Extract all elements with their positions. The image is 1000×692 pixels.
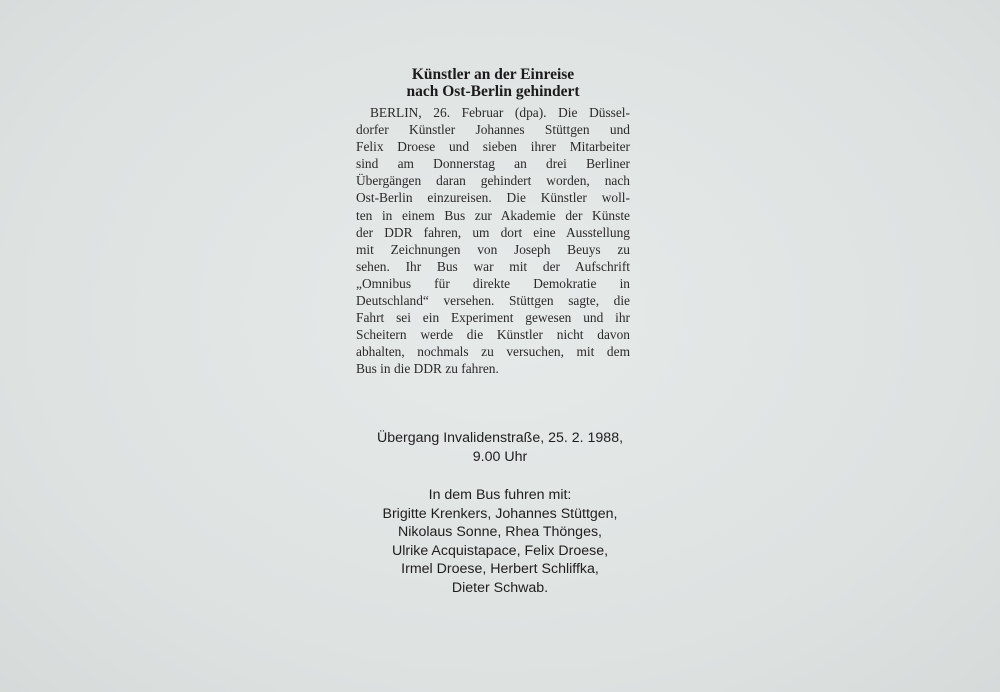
headline-line: Künstler an der Einreise [411, 66, 575, 83]
article-line: Deutschland“ versehen. Stüttgen sagte, die [356, 293, 630, 309]
article-line: Fahrt sei ein Experiment gewesen und ihr [356, 310, 630, 326]
caption-line: Brigitte Krenkers, Johannes Stüttgen, [382, 505, 618, 522]
article-line: der DDR fahren, um dort eine Ausstellung [356, 224, 630, 240]
caption-line: Dieter Schwab. [451, 579, 549, 596]
article-line: Übergängen daran gehindert worden, nach [356, 173, 630, 189]
caption-line: 9.00 Uhr [472, 448, 528, 465]
article-line: Scheitern werde die Künstler nicht davon [356, 327, 630, 343]
article-line: abhalten, nochmals zu versuchen, mit dem [356, 344, 630, 360]
article-line: sind am Donnerstag an drei Berliner [356, 156, 630, 172]
article-line: Felix Droese und sieben ihrer Mitarbeiter [356, 139, 630, 155]
caption-line: Übergang Invalidenstraße, 25. 2. 1988, [376, 430, 624, 446]
headline-line: nach Ost-Berlin gehindert [406, 83, 580, 100]
caption-line: Ulrike Acquistapace, Felix Droese, [391, 542, 609, 559]
article-line: dorfer Künstler Johannes Stüttgen und [356, 122, 630, 138]
caption-location [300, 429, 700, 466]
article-line: ten in einem Bus zur Akademie der Künste [356, 207, 630, 223]
article-line: mit Zeichnungen von Joseph Beuys zu [356, 241, 630, 257]
caption-line: Irmel Droese, Herbert Schliffka, [401, 561, 599, 578]
article-line: BERLIN, 26. Februar (dpa). Die Düssel- [370, 105, 630, 120]
caption-line: Nikolaus Sonne, Rhea Thönges, [397, 524, 602, 541]
newspaper-clipping [356, 66, 630, 378]
article-line: Ost-Berlin einzureisen. Die Künstler woll- [356, 190, 630, 206]
article-line: sehen. Ihr Bus war mit der Aufschrift [356, 258, 630, 274]
caption-passengers [300, 486, 700, 598]
article-line: Bus in die DDR zu fahren. [356, 361, 499, 377]
article-headline [356, 66, 630, 100]
article-body [356, 104, 630, 378]
caption-line: In dem Bus fuhren mit: [428, 487, 572, 503]
article-line: „Omnibus für direkte Demokratie in [356, 275, 630, 291]
